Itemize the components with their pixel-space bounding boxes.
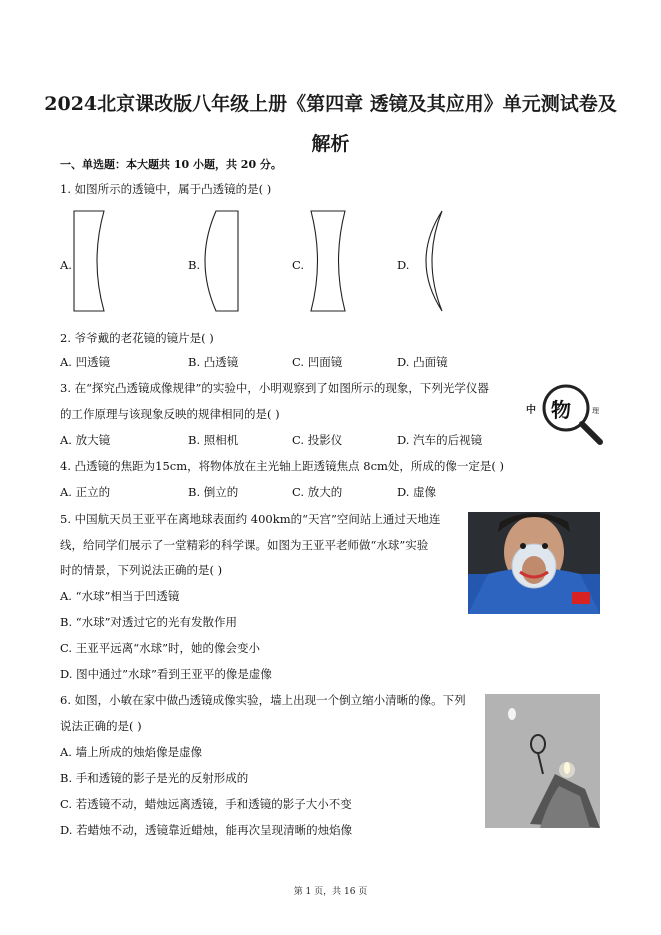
q3-option-d: D. 汽车的后视镜 (397, 433, 483, 447)
question-3-stem-line-2: 的工作原理与该现象反映的规律相同的是( ) (60, 407, 280, 421)
magnifier-image (518, 378, 608, 450)
q6-option-a: A. 墙上所成的烛焰像是虚像 (60, 745, 203, 759)
title-line-1: 2024北京课改版八年级上册《第四章 透镜及其应用》单元测试卷及 (44, 93, 617, 115)
astronaut-water-ball-photo (468, 512, 600, 614)
q1-option-c: C. (292, 258, 305, 272)
q5-option-b: B. “水球”对透过它的光有发散作用 (60, 615, 238, 629)
q2-option-c: C. 凹面镜 (292, 355, 343, 369)
title-line-2: 解析 (311, 133, 350, 155)
q6-option-c: C. 若透镜不动，蜡烛远离透镜，手和透镜的影子大小不变 (60, 797, 352, 811)
q4-option-b: B. 倒立的 (188, 485, 239, 499)
meniscus-lens-d-icon (408, 208, 448, 314)
question-5-stem-line-2: 线，给同学们展示了一堂精彩的科学课。如图为王亚平老师做“水球”实验 (60, 538, 429, 552)
q1-option-b: B. (188, 258, 201, 272)
q3-option-c: C. 投影仪 (292, 433, 343, 447)
q1-option-a: A. (60, 258, 72, 272)
concave-lens-c-icon (306, 208, 350, 314)
q5-option-d: D. 图中通过”水球”看到王亚平的像是虚像 (60, 667, 272, 681)
q6-option-b: B. 手和透镜的影子是光的反射形成的 (60, 771, 249, 785)
page-footer: 第 1 页，共 16 页 (293, 887, 368, 897)
q3-option-a: A. 放大镜 (60, 433, 111, 447)
q2-option-a: A. 凹透镜 (60, 355, 111, 369)
q2-option-d: D. 凸面镜 (397, 355, 448, 369)
q2-option-b: B. 凸透镜 (188, 355, 239, 369)
question-3-stem-line-1: 3. 在“探究凸透镜成像规律”的实验中，小明观察到了如图所示的现象，下列光学仪器 (60, 381, 489, 395)
candle-lens-wall-photo (485, 694, 600, 828)
q5-option-c: C. 王亚平远离“水球”时，她的像会变小 (60, 641, 260, 655)
question-5-stem-line-1: 5. 中国航天员王亚平在离地球表面约 400km的“天宫”空间站上通过天地连 (60, 512, 441, 526)
convex-lens-b-icon (198, 208, 242, 314)
q1-option-d: D. (397, 258, 410, 272)
q4-option-a: A. 正立的 (60, 485, 111, 499)
question-4-stem: 4. 凸透镜的焦距为15cm，将物体放在主光轴上距透镜焦点 8cm处，所成的像一定是( ) (60, 459, 505, 473)
q3-option-b: B. 照相机 (188, 433, 239, 447)
document-title (40, 84, 621, 164)
question-5-stem-line-3: 时的情景，下列说法正确的是( ) (60, 563, 223, 577)
q4-option-c: C. 放大的 (292, 485, 343, 499)
question-6-stem-line-1: 6. 如图，小敏在家中做凸透镜成像实验，墙上出现一个倒立缩小清晰的像。下列 (60, 693, 466, 707)
magnifier-text-right: 理 (592, 407, 599, 415)
question-6-stem-line-2: 说法正确的是( ) (60, 719, 142, 733)
q6-option-d: D. 若蜡烛不动，透镜靠近蜡烛，能再次呈现清晰的烛焰像 (60, 823, 353, 837)
section-heading: 一、单选题：本大题共 10 小题，共 20 分。 (60, 158, 282, 171)
q4-option-d: D. 虚像 (397, 485, 437, 499)
magnifier-text-enlarged: 物 (551, 398, 571, 422)
magnifier-text-left: 中 (526, 405, 536, 416)
question-1-stem: 1. 如图所示的透镜中，属于凸透镜的是( ) (60, 182, 272, 196)
concave-lens-a-icon (70, 208, 110, 314)
question-2-stem: 2. 爷爷戴的老花镜的镜片是( ) (60, 331, 214, 345)
q5-option-a: A. “水球”相当于凹透镜 (60, 589, 180, 603)
